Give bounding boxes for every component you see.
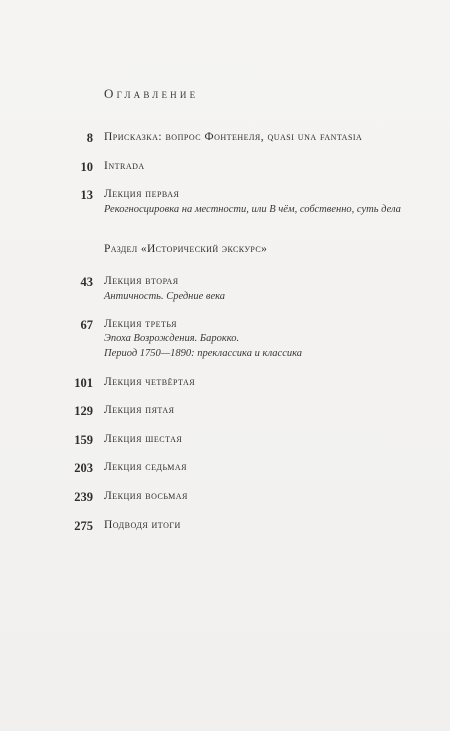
entry-title: Присказка: вопрос Фонтенеля, quasi una fantasia [104, 131, 363, 143]
entry-title: Лекция первая [104, 188, 180, 200]
page-title: Оглавление [104, 86, 199, 101]
entry-subtitle: Период 1750—1890: преклассика и классика [104, 348, 303, 359]
page-number: 159 [74, 433, 93, 447]
entry-subtitle: Эпоха Возрождения. Барокко. [104, 333, 240, 344]
page-number: 43 [80, 275, 93, 289]
entry-title: Лекция шестая [104, 433, 183, 445]
entry-title: Лекция седьмая [104, 461, 187, 473]
entry-title: Подводя итоги [104, 519, 181, 531]
page-number: 239 [74, 490, 93, 504]
page-number: 8 [86, 131, 93, 145]
page-number: 129 [74, 404, 93, 418]
page-number: 13 [80, 188, 93, 202]
page-number: 203 [74, 461, 93, 475]
entry-title: Лекция четвёртая [104, 376, 196, 388]
entry-title: Лекция третья [104, 318, 177, 330]
page-number: 101 [74, 376, 93, 390]
entry-title: Лекция восьмая [104, 490, 188, 502]
page-number: 67 [80, 318, 93, 332]
entry-subtitle: Рекогносцировка на местности, или В чём, собственно, суть дела [104, 204, 401, 215]
entry-title: Лекция пятая [104, 404, 175, 416]
page-number: 275 [74, 519, 93, 533]
entry-subtitle: Античность. Средние века [104, 291, 226, 302]
entry-title: Лекция вторая [104, 275, 179, 287]
entry-title: Intrada [104, 160, 145, 172]
section-heading: Раздел «Исторический экскурс» [104, 243, 268, 255]
page-number: 10 [80, 160, 93, 174]
